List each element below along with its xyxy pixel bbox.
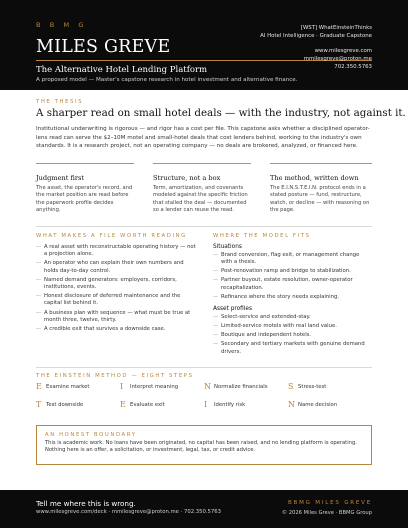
header-band (0, 0, 408, 90)
boundary-text: This is academic work. No loans have been originated, no capital has been raised, and no lending platform is operating. Nothing here is an offer, a solicitation, or investment, legal, tax, or credit advice. (45, 440, 357, 454)
list-item: — Boutique and independent hotels. (213, 332, 372, 339)
model-fits-section (213, 233, 372, 358)
thesis-title: A sharper read on small hotel deals — with the industry, not against it. (36, 107, 406, 119)
footer-copyright: © 2026 Miles Greve · BBMG Group (281, 510, 372, 516)
step-letter: N (288, 400, 295, 409)
list-item: — A credible exit that survives a downside case. (36, 326, 196, 333)
step-label: Examine market (46, 384, 90, 390)
footer-brand: BBMG MILES GREVE (287, 500, 372, 506)
step-label: Normalize financials (214, 384, 268, 390)
method-step (204, 382, 288, 394)
situations-heading: Situations (213, 244, 242, 250)
worth-reading-list (36, 244, 196, 333)
method-step (120, 400, 204, 412)
phone-number: 702.350.5763 (334, 64, 372, 71)
header-contact (260, 24, 372, 71)
step-letter: T (36, 400, 42, 409)
worth-reading-label: WHAT MAKES A FILE WORTH READING (36, 233, 187, 239)
step-letter: N (204, 382, 211, 391)
footer-contact[interactable]: www.milesgreve.com/deck · mmilesgreve@proton.me · 702.350.5763 (36, 509, 222, 515)
principle-card (270, 163, 372, 215)
boundary-box (36, 425, 372, 465)
list-item: — Secondary and tertiary markets with genuine demand drivers. (213, 341, 372, 356)
step-label: Identify risk (214, 402, 246, 408)
list-item: — Partner buyout, estate resolution, owner-operator recapitalization. (213, 277, 372, 292)
website-link[interactable]: www.milesgreve.com (314, 47, 372, 54)
list-item: — A real asset with reconstructable operating history — not a projection alone. (36, 244, 196, 259)
list-item: — Honest disclosure of deferred maintenance and the capital list behind it. (36, 293, 196, 308)
step-letter: I (204, 400, 208, 409)
principle-title: Structure, not a box (153, 174, 221, 182)
page-title: MILES GREVE (36, 37, 171, 57)
situations-list (213, 252, 372, 301)
step-label: Test downside (46, 402, 84, 408)
list-item: — Brand conversion, flag exit, or management change with a thesis. (213, 252, 372, 267)
section-divider (36, 367, 372, 368)
worth-reading-section (36, 233, 196, 335)
thesis-body: Institutional underwriting is rigorous — and rigor has a cost per file. This capstone asks whether a disciplined operator-lens read can serve the $2–10M motel and small-hotel deals that cost lenders behind, working to the industry's own standards. It is a research project, not an operating company — no deals are brokered, analyzed, or financed here. (36, 126, 370, 149)
header-program: AI Hotel Intelligence · Graduate Capstone (260, 33, 372, 40)
brand-mark: B B M G (36, 21, 87, 29)
principle-desc: Term, amortization, and covenants modeled against the specific friction that stalled the deal — documented so a lender can reuse the read. (153, 185, 248, 214)
list-item: — A business plan with sequence — what must be true at month three, twelve, thirty. (36, 310, 196, 325)
list-item: — Limited-service motels with real land value. (213, 323, 372, 330)
principles-row (36, 163, 372, 223)
header-affiliation: [WST] WhatEinsteinThinks (300, 25, 372, 31)
principle-card (36, 163, 134, 215)
section-divider (36, 226, 372, 227)
principle-title: Judgment first (36, 174, 85, 182)
profiles-list (213, 314, 372, 356)
list-item: — Refinance where the story needs explaining. (213, 294, 372, 301)
list-item: — An operator who can explain their own numbers and holds day-to-day control. (36, 260, 196, 275)
step-label: Name decision (298, 402, 338, 408)
method-steps (36, 382, 372, 412)
method-label: THE EINSTEIN METHOD — EIGHT STEPS (36, 373, 194, 379)
method-step (288, 400, 372, 412)
profiles-heading: Asset profiles (213, 306, 253, 313)
thesis-label: THE THESIS (36, 99, 84, 105)
method-step (36, 382, 120, 394)
step-label: Evaluate exit (130, 402, 165, 408)
principle-card (153, 163, 251, 215)
boundary-label: AN HONEST BOUNDARY (45, 432, 137, 438)
method-step (120, 382, 204, 394)
footer-title: Tell me where this is wrong. (36, 499, 136, 508)
page-tagline: A proposed model — Master's capstone research in hotel investment and alternative finance. (36, 77, 298, 83)
principle-desc: The asset, the operator's record, and the market position are read before the paperwork profile decides anything. (36, 185, 133, 214)
footer-band (0, 490, 408, 528)
method-step (288, 382, 372, 394)
list-item: — Select-service and extended-stay. (213, 314, 372, 321)
page-subtitle: The Alternative Hotel Lending Platform (36, 65, 208, 75)
principle-desc: The E.I.N.S.T.E.I.N. protocol ends in a stated posture — fund, restructure, watch, or decline — with reasoning on the page. (270, 185, 370, 214)
list-item: — Named demand generators: employers, corridors, institutions, events. (36, 277, 196, 292)
principle-title: The method, written down (270, 174, 359, 182)
step-label: Interpret meaning (130, 384, 179, 390)
model-fits-label: WHERE THE MODEL FITS (213, 233, 311, 239)
list-item: — Post-renovation ramp and bridge to stabilization. (213, 268, 372, 275)
step-letter: S (288, 382, 294, 391)
step-letter: E (36, 382, 42, 391)
method-step (204, 400, 288, 412)
method-step (36, 400, 120, 412)
email-link[interactable]: mmilesgreve@proton.me (303, 55, 372, 62)
step-letter: E (120, 400, 126, 409)
step-letter: I (120, 382, 124, 391)
step-label: Stress-test (298, 384, 327, 390)
